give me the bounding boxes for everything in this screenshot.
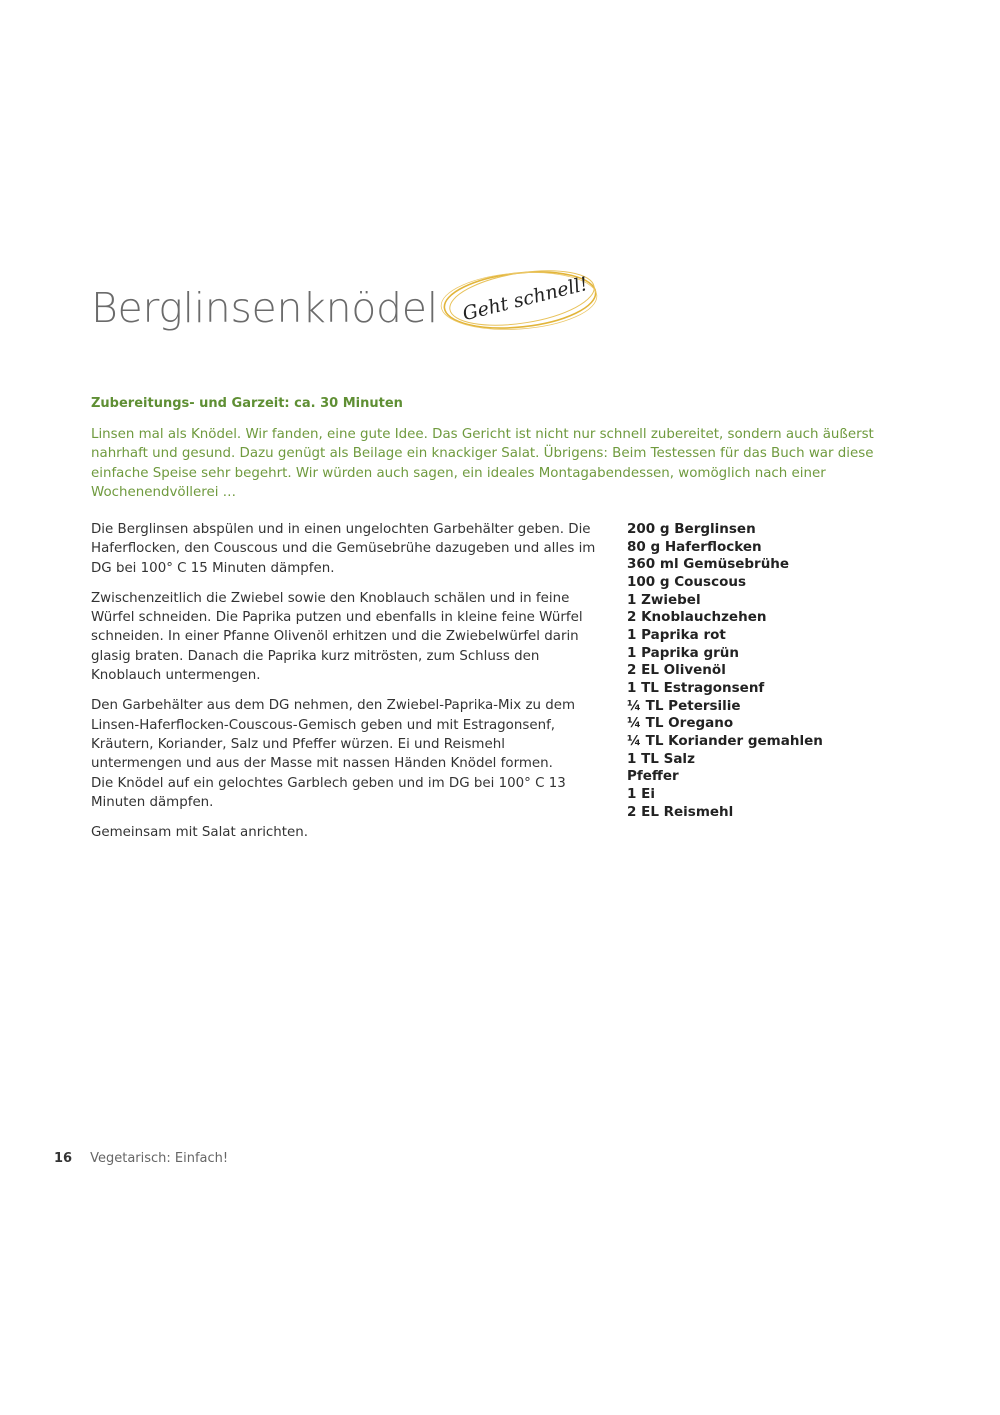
recipe-title: Berglinsenknödel: [91, 284, 438, 332]
badge-text: Geht schnell!: [460, 272, 591, 326]
ingredient-item: ¼ TL Koriander gemahlen: [627, 732, 823, 749]
ingredient-item: 360 ml Gemüsebrühe: [627, 556, 790, 573]
step-paragraph: Die Berglinsen abspülen und in einen ungelochten Garbehälter geben. Die Haferflocken, den Couscous und die Gemüsebrühe dazugeben und alles im DG bei 100° C 15 Minuten dämpfen.: [91, 522, 596, 576]
book-title: Vegetarisch: Einfach!: [90, 1151, 229, 1166]
step-paragraph: Zwischenzeitlich die Zwiebel sowie den Knoblauch schälen und in feine Würfel schneiden. Die Paprika putzen und ebenfalls in kleine feine Würfel schneiden. In einer Pfanne Olivenöl erhitzen und die Zwiebelwürfel darin glasig braten. Danach die Paprika kurz mitrösten, zum Schluss den Knoblauch untermengen.: [91, 590, 583, 684]
ingredient-item: 100 g Couscous: [627, 573, 746, 590]
ingredient-item: Pfeffer: [627, 768, 679, 785]
ingredient-item: ¼ TL Petersilie: [627, 697, 741, 714]
ingredient-item: 80 g Haferflocken: [627, 538, 762, 555]
ingredient-item: 2 EL Olivenöl: [627, 662, 726, 679]
step-paragraph: Den Garbehälter aus dem DG nehmen, den Zwiebel-Paprika-Mix zu dem Linsen-Haferflocken-Couscous-Gemisch geben und mit Estragonsenf, Kräutern, Koriander, Salz und Pfeffer würzen. Ei und Reismehl untermengen und aus der Masse mit nassen Händen Knödel formen.: [91, 698, 576, 772]
ingredient-item: 200 g Berglinsen: [627, 521, 756, 537]
page-number: 16: [54, 1151, 73, 1166]
badge-oval-icon: [440, 262, 605, 332]
intro-text: [91, 425, 891, 502]
page-footer: [54, 1151, 228, 1166]
ingredient-item: 1 Ei: [627, 785, 655, 802]
ingredient-item: 1 Zwiebel: [627, 591, 701, 608]
intro-paragraph: Linsen mal als Knödel. Wir fanden, eine gute Idee. Das Gericht ist nicht nur schnell zubereitet, sondern auch äußerst nahrhaft und gesund. Dazu genügt als Beilage ein knackiger Salat. Übrigens: Beim Testessen für das Buch war diese einfache Speise sehr begehrt. Wir würden auch sagen, ein ideales Montagabendessen, womöglich nach einer Wochenendvöllerei …: [91, 427, 874, 500]
ingredient-list: [627, 521, 947, 821]
ingredient-item: 2 Knoblauchzehen: [627, 609, 767, 626]
step-paragraph: Die Knödel auf ein gelochtes Garblech geben und im DG bei 100° C 13 Minuten dämpfen.: [91, 775, 566, 810]
ingredient-item: 1 TL Salz: [627, 750, 695, 767]
instructions: [91, 520, 596, 853]
quick-badge: [440, 262, 605, 332]
ingredient-item: 1 TL Estragonsenf: [627, 679, 765, 696]
ingredient-item: 2 EL Reismehl: [627, 803, 734, 820]
step-paragraph: Gemeinsam mit Salat anrichten.: [91, 825, 308, 841]
ingredient-item: 1 Paprika rot: [627, 626, 726, 643]
ingredient-item: ¼ TL Oregano: [627, 715, 734, 732]
ingredient-item: 1 Paprika grün: [627, 644, 740, 661]
prep-time: Zubereitungs- und Garzeit: ca. 30 Minuten: [91, 396, 403, 411]
